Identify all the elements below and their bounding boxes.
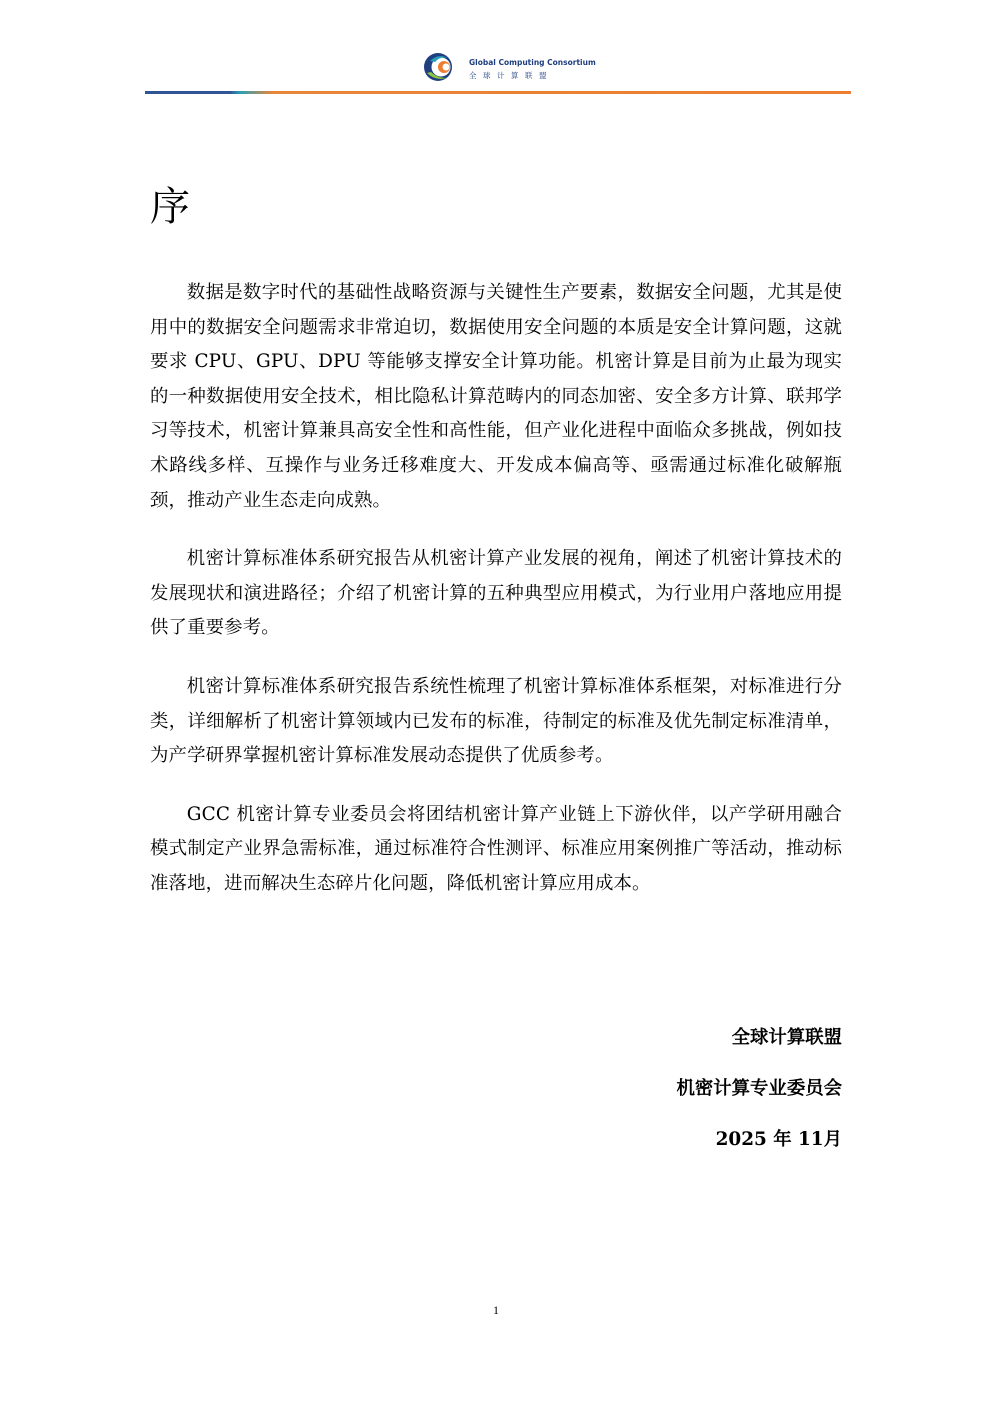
logo-name-cn: 全球计算联盟 <box>469 71 553 80</box>
preface-body <box>150 276 842 926</box>
paragraph-1: 数据是数字时代的基础性战略资源与关键性生产要素，数据安全问题，尤其是使用中的数据安全问题需求非常迫切，数据使用安全问题的本质是安全计算问题，这就要求 CPU、GPU、DPU 等能够支撑安全计算功能。机密计算是目前为止最为现实的一种数据使用安全技术，相比隐私计算范畴内的同态加密、安全多方计算、联邦学习等技术，机密计算兼具高安全性和高性能，但产业化进程中面临众多挑战，例如技术路线多样、互操作与业务迁移难度大、开发成本偏高等、亟需通过标准化破解瓶颈，推动产业生态走向成熟。 <box>150 282 842 511</box>
paragraph-4: GCC 机密计算专业委员会将团结机密计算产业链上下游伙伴，以产学研用融合模式制定产业界急需标准，通过标准符合性测评、标准应用案例推广等活动，推动标准落地，进而解决生态碎片化问题，降低机密计算应用成本。 <box>150 803 842 894</box>
page-title: 序 <box>150 184 190 230</box>
paragraph-3: 机密计算标准体系研究报告系统性梳理了机密计算标准体系框架，对标准进行分类，详细解析了机密计算领域内已发布的标准，待制定的标准及优先制定标准清单，为产学研界掌握机密计算标准发展动态提供了优质参考。 <box>150 675 842 767</box>
gcc-logo <box>421 50 596 90</box>
logo-name-en: Global Computing Consortium <box>469 58 596 67</box>
signature-committee: 机密计算专业委员会 <box>676 1078 842 1099</box>
signature-organization: 全球计算联盟 <box>731 1027 842 1048</box>
page-number: 1 <box>493 1303 499 1317</box>
paragraph-2: 机密计算标准体系研究报告从机密计算产业发展的视角，阐述了机密计算技术的发展现状和演进路径；介绍了机密计算的五种典型应用模式，为行业用户落地应用提供了重要参考。 <box>150 548 842 639</box>
gcc-logo-icon <box>421 50 465 84</box>
page-header <box>0 0 992 96</box>
signature-date: 2025 年 11月 <box>715 1129 842 1150</box>
signature-block <box>560 1012 842 1165</box>
header-divider <box>145 91 851 94</box>
